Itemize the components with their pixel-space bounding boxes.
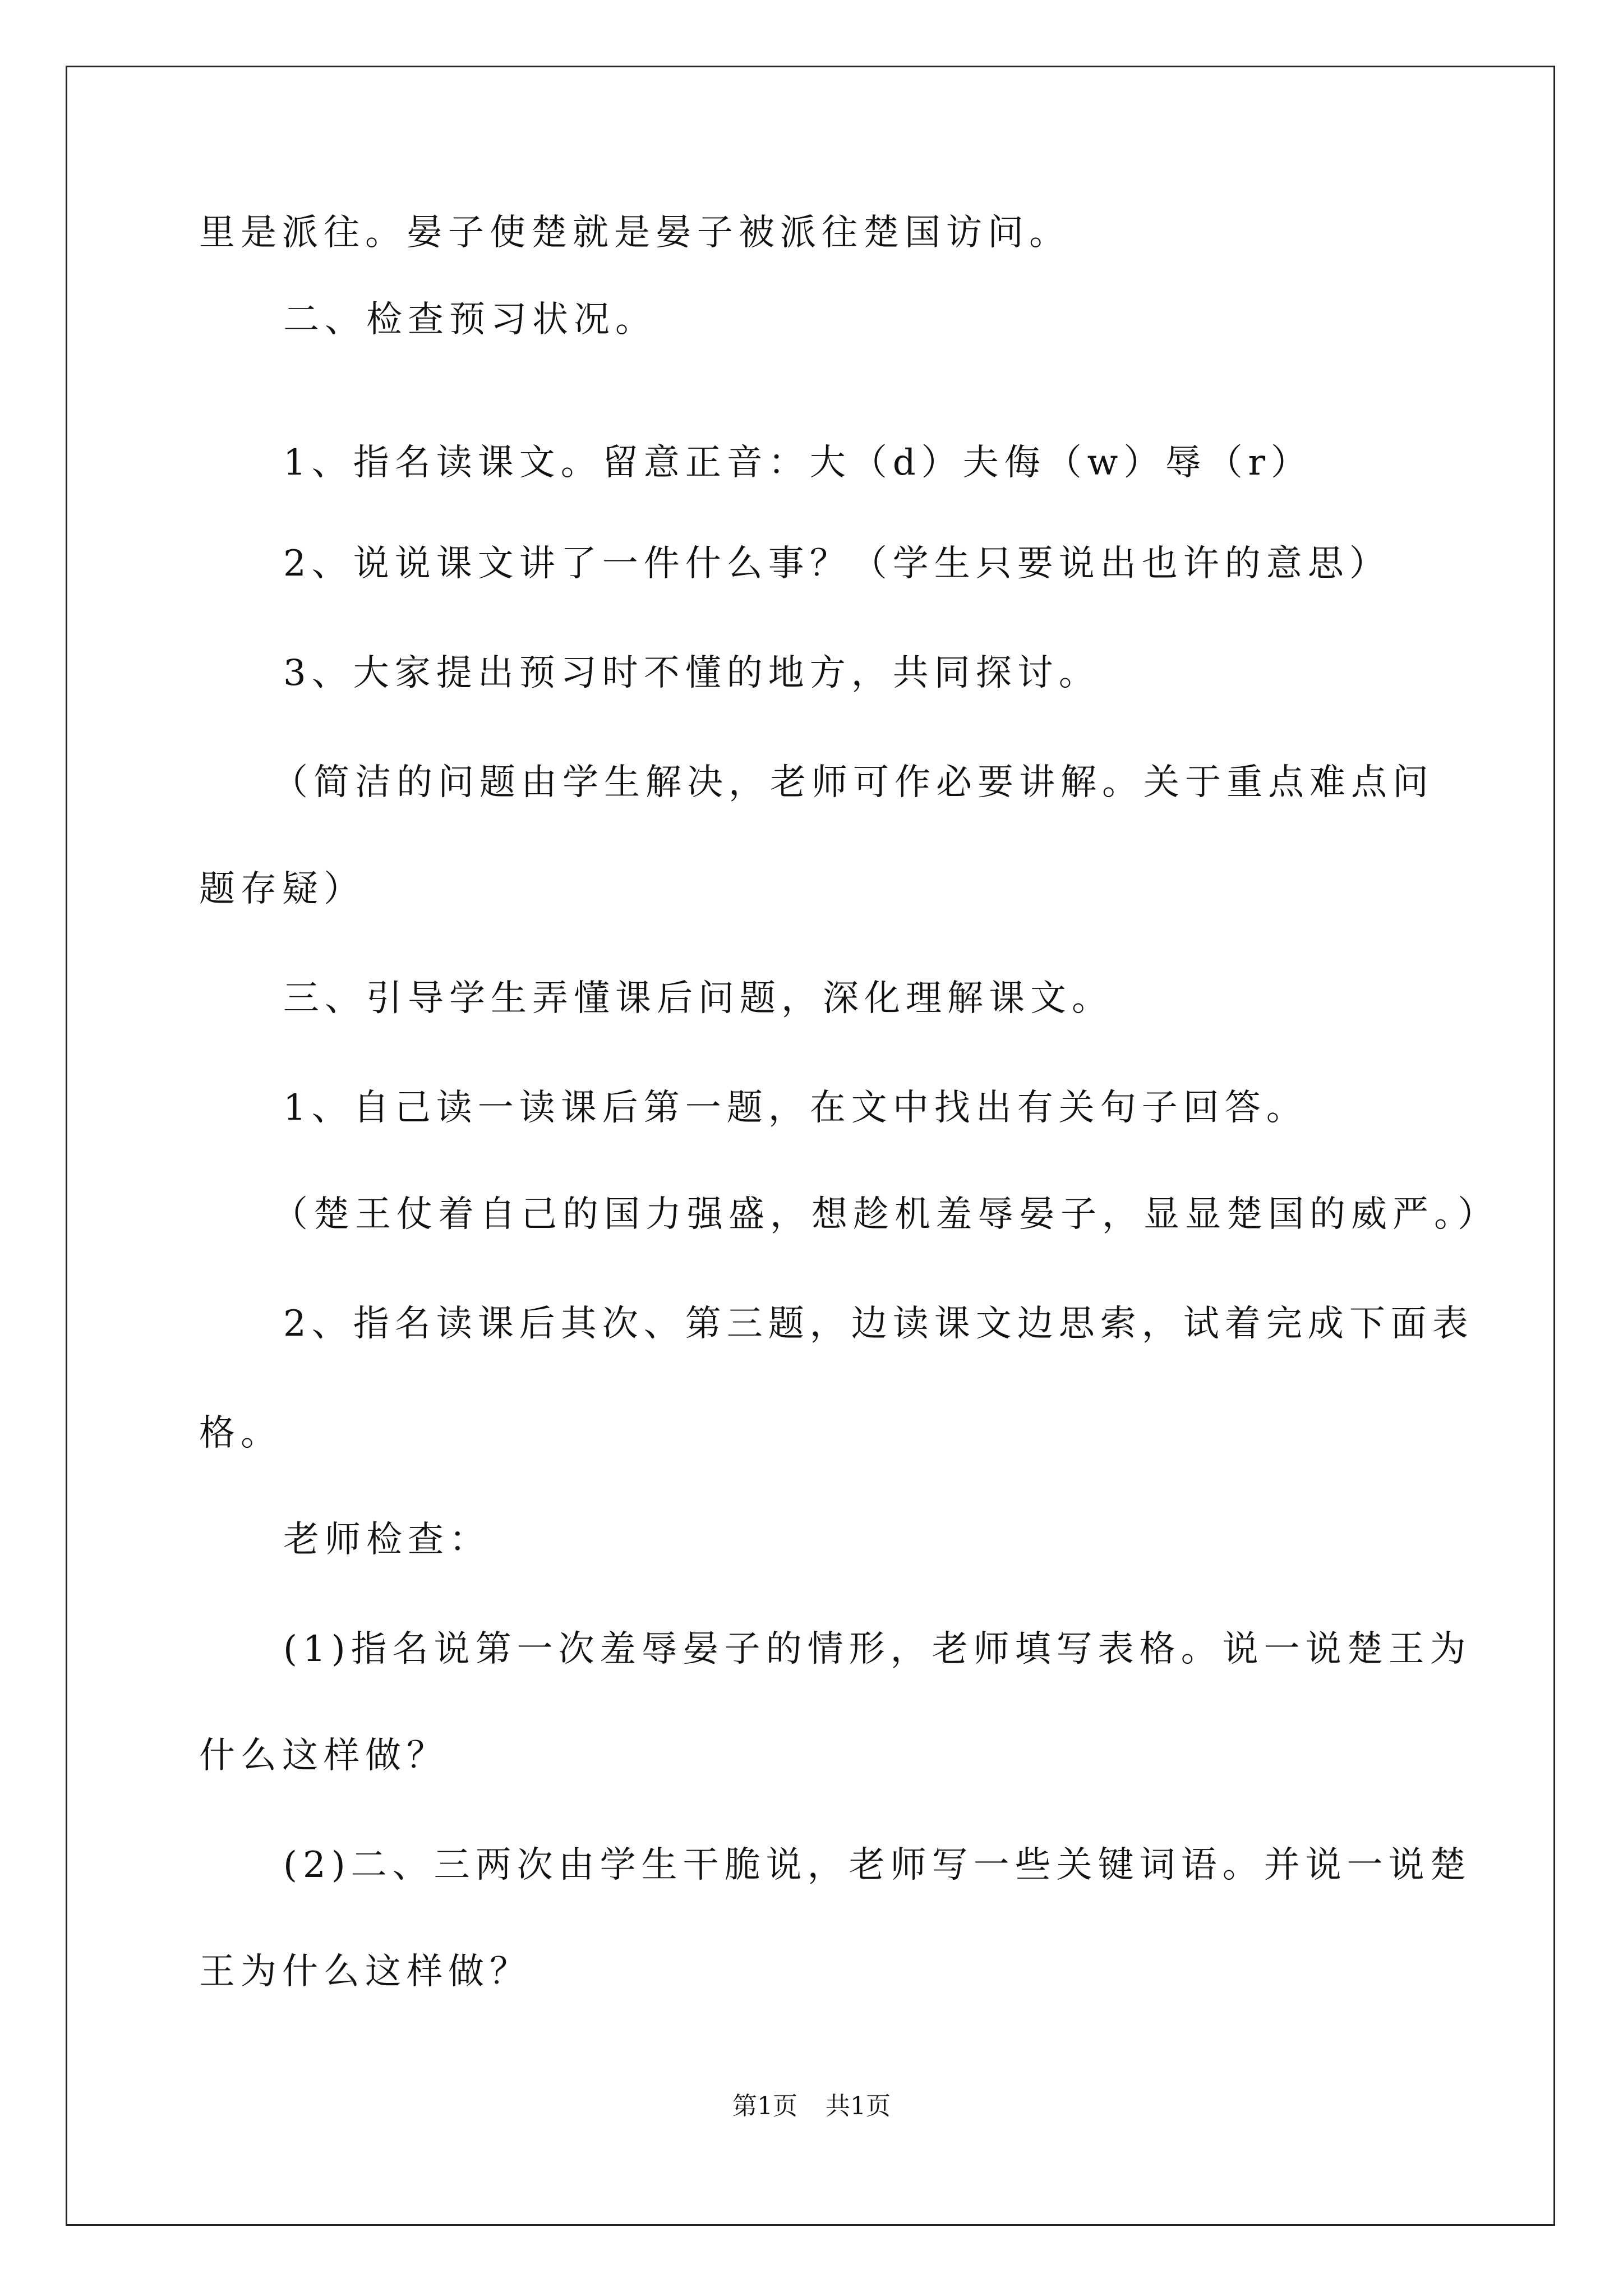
paragraph-line: 1、自己读一读课后第一题，在文中找出有关句子回答。 [283,1087,1308,1129]
paragraph-line: 格。 [199,1412,282,1454]
page-footer [0,2090,1623,2123]
page-border [66,66,1555,2226]
paragraph-line: 3、大家提出预习时不懂的地方，共同探讨。 [283,652,1100,694]
page-number-current: 第1页 [732,2092,797,2120]
paragraph-line: （简洁的问题由学生解决，老师可作必要讲解。关于重点难点问 [272,762,1434,803]
paragraph-line: 题存疑） [199,868,365,910]
paragraph-line: 2、说说课文讲了一件什么事？（学生只要说出也许的意思） [283,543,1391,585]
section-heading: 三、引导学生弄懂课后问题，深化理解课文。 [283,978,1113,1019]
page-number-total: 共1页 [826,2092,891,2120]
paragraph-line: 里是派往。晏子使楚就是晏子被派往楚国访问。 [199,212,1071,254]
section-heading: 二、检查预习状况。 [283,299,657,341]
paragraph-line: 2、指名读课后其次、第三题，边读课文边思索，试着完成下面表 [283,1303,1474,1345]
paragraph-line: 王为什么这样做？ [199,1951,531,1993]
paragraph-line: (1)指名说第一次羞辱晏子的情形，老师填写表格。说一说楚王为 [283,1628,1472,1670]
paragraph-line: （楚王仗着自己的国力强盛，想趁机羞辱晏子，显显楚国的威严。） [272,1194,1499,1235]
paragraph-line: 1、指名读课文。留意正音：大（d）夫侮（w）辱（r） [283,442,1313,484]
paragraph-line: 老师检查： [283,1519,491,1561]
paragraph-line: (2)二、三两次由学生干脆说，老师写一些关键词语。并说一说楚 [283,1844,1472,1886]
paragraph-line: 什么这样做？ [199,1735,448,1777]
